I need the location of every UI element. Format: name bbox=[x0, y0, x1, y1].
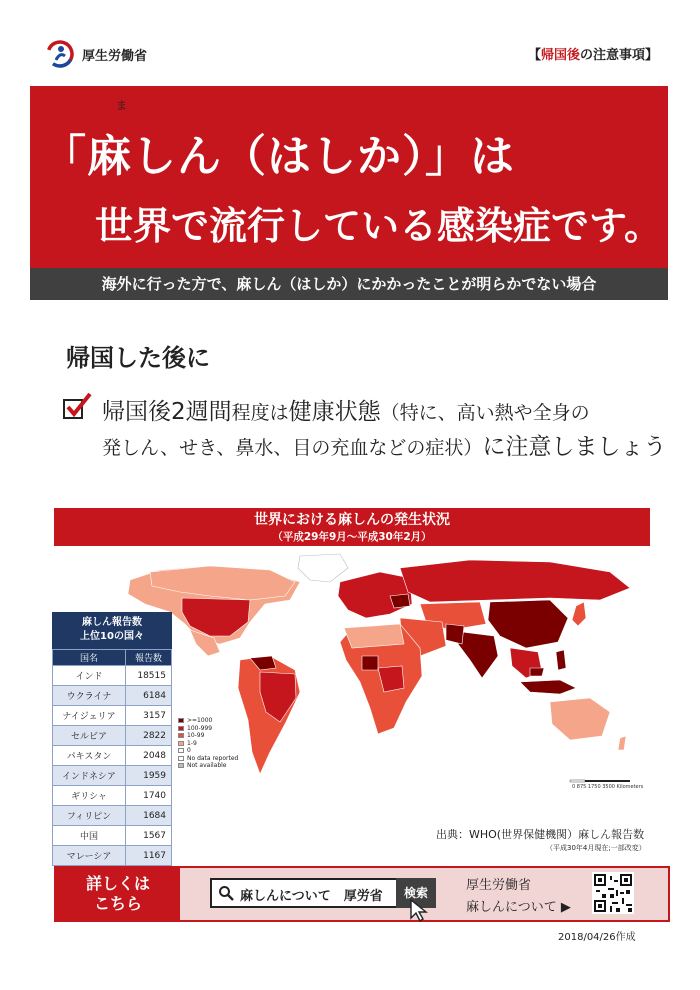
country-cell: フィリピン bbox=[53, 806, 126, 826]
more-info-line1: 詳しくは bbox=[85, 874, 150, 893]
search-query-text: 麻しんについて 厚労省 bbox=[240, 889, 383, 904]
legend-swatch bbox=[178, 718, 184, 723]
table-row bbox=[53, 746, 172, 766]
page-title-line1: 「麻しん（はしか）」は bbox=[42, 131, 515, 182]
count-cell: 18515 bbox=[125, 666, 171, 686]
russia-shape bbox=[400, 560, 630, 602]
count-cell: 1740 bbox=[125, 786, 171, 806]
health-notice-line1 bbox=[102, 393, 590, 426]
notice-tag-rest: の注意事項 bbox=[579, 48, 645, 63]
table-row bbox=[53, 666, 172, 686]
notice-tag-accent: 帰国後 bbox=[540, 48, 580, 63]
legend-label: No data reported bbox=[187, 754, 239, 762]
map-title: 世界における麻しんの発生状況 bbox=[254, 512, 450, 528]
search-button[interactable]: 検索 bbox=[396, 878, 436, 908]
country-cell: マレーシア bbox=[53, 846, 126, 866]
map-source-note: （平成30年4月現在;一部改変） bbox=[546, 844, 646, 852]
legend-label: 0 bbox=[187, 747, 191, 754]
country-cell: インドネシア bbox=[53, 766, 126, 786]
legend-item bbox=[178, 747, 238, 755]
country-cell: ギリシャ bbox=[53, 786, 126, 806]
map-period: （平成29年9月～平成30年2月） bbox=[272, 531, 432, 543]
search-input[interactable] bbox=[210, 878, 436, 908]
count-cell: 1684 bbox=[125, 806, 171, 826]
notice-particle: は bbox=[269, 402, 289, 424]
qr-code-icon[interactable] bbox=[592, 872, 634, 914]
legend-item bbox=[178, 762, 238, 770]
pointer-cursor-icon bbox=[408, 898, 430, 922]
top10-title-line1: 麻しん報告数 bbox=[82, 617, 142, 628]
world-measles-map bbox=[90, 552, 650, 792]
top10-title bbox=[52, 612, 172, 649]
count-cell: 1959 bbox=[125, 766, 171, 786]
table-row bbox=[53, 786, 172, 806]
top10-title-line2: 上位10の国々 bbox=[80, 631, 144, 642]
count-cell: 1167 bbox=[125, 846, 171, 866]
legend-item bbox=[178, 732, 238, 740]
map-scale-label: 0 875 1750 3500 Kilometers bbox=[572, 784, 644, 790]
indonesia-shape bbox=[520, 680, 576, 694]
north-africa-shape bbox=[344, 624, 404, 648]
column-header-count: 報告数 bbox=[125, 650, 171, 666]
legend-swatch bbox=[178, 763, 184, 768]
map-legend bbox=[178, 717, 238, 770]
country-cell: ナイジェリア bbox=[53, 706, 126, 726]
legend-label: 10-99 bbox=[187, 732, 205, 739]
greenland-shape bbox=[298, 554, 348, 582]
top10-table-panel bbox=[52, 612, 172, 866]
table-row bbox=[53, 686, 172, 706]
checkbox-icon bbox=[62, 392, 94, 420]
country-cell: インド bbox=[53, 666, 126, 686]
legend-label: 100-999 bbox=[187, 724, 213, 732]
top10-table bbox=[52, 649, 172, 866]
table-row bbox=[53, 766, 172, 786]
table-row bbox=[53, 826, 172, 846]
notice-degree: 程度 bbox=[231, 402, 270, 424]
measles-info-link[interactable]: 麻しんについて ▶ bbox=[466, 900, 571, 915]
philippines-shape bbox=[556, 650, 566, 670]
target-subtitle: 海外に行った方で、麻しん（はしか）にかかったことが明らかでない場合 bbox=[30, 268, 668, 300]
count-cell: 2048 bbox=[125, 746, 171, 766]
more-info-line2: こちら bbox=[93, 894, 142, 913]
map-source: 出典：WHO(世界保健機関）麻しん報告数 bbox=[436, 828, 645, 841]
country-cell: セルビア bbox=[53, 726, 126, 746]
india-shape bbox=[458, 632, 498, 678]
country-cell: ウクライナ bbox=[53, 686, 126, 706]
ministry-name: 厚生労働省 bbox=[82, 49, 148, 64]
country-cell: パキスタン bbox=[53, 746, 126, 766]
notice-symptoms-a: （特に、高い熱や全身の bbox=[380, 402, 590, 424]
more-info-banner bbox=[54, 866, 670, 922]
notice-period: 帰国後2週間 bbox=[102, 399, 232, 425]
count-cell: 3157 bbox=[125, 706, 171, 726]
ukraine-shape bbox=[390, 594, 410, 608]
more-info-label bbox=[56, 868, 180, 920]
legend-swatch bbox=[178, 733, 184, 738]
column-header-country: 国名 bbox=[53, 650, 126, 666]
count-cell: 2822 bbox=[125, 726, 171, 746]
legend-label: Not available bbox=[187, 762, 227, 769]
footer-ministry: 厚生労働省 bbox=[466, 878, 532, 893]
notice-caution: に注意しましょう bbox=[482, 434, 667, 460]
mhlw-logo-icon bbox=[46, 40, 74, 68]
map-title-bar bbox=[54, 508, 650, 546]
notice-health: 健康状態 bbox=[288, 399, 381, 425]
count-cell: 6184 bbox=[125, 686, 171, 706]
page-title-line2: 世界で流行している感染症です。 bbox=[95, 204, 662, 248]
legend-item bbox=[178, 740, 238, 748]
legend-item bbox=[178, 755, 238, 763]
legend-swatch bbox=[178, 748, 184, 753]
table-header-row bbox=[53, 650, 172, 666]
notice-tag: 【帰国後の注意事項】 bbox=[527, 48, 658, 63]
legend-label: 1-9 bbox=[187, 739, 197, 747]
japan-shape bbox=[572, 602, 586, 626]
notice-symptoms-b: 発しん、せき、鼻水、目の充血などの症状） bbox=[102, 437, 483, 459]
page-header bbox=[46, 36, 666, 72]
new-zealand-shape bbox=[618, 736, 626, 750]
table-row bbox=[53, 846, 172, 866]
legend-swatch bbox=[178, 756, 184, 761]
count-cell: 1567 bbox=[125, 826, 171, 846]
legend-swatch bbox=[178, 741, 184, 746]
australia-shape bbox=[550, 698, 610, 740]
title-ruby: ま bbox=[116, 99, 127, 112]
legend-item bbox=[178, 725, 238, 733]
after-return-heading: 帰国した後に bbox=[66, 344, 210, 372]
china-shape bbox=[488, 600, 568, 648]
pakistan-shape bbox=[446, 624, 464, 644]
table-row bbox=[53, 806, 172, 826]
legend-swatch bbox=[178, 726, 184, 731]
health-notice-line2 bbox=[102, 428, 666, 461]
nigeria-shape bbox=[362, 656, 378, 670]
legend-label: >=1000 bbox=[187, 717, 213, 724]
legend-item bbox=[178, 717, 238, 725]
table-row bbox=[53, 706, 172, 726]
table-row bbox=[53, 726, 172, 746]
country-cell: 中国 bbox=[53, 826, 126, 846]
malaysia-shape bbox=[530, 668, 544, 676]
search-icon bbox=[218, 885, 234, 901]
creation-date: 2018/04/26作成 bbox=[558, 932, 636, 943]
